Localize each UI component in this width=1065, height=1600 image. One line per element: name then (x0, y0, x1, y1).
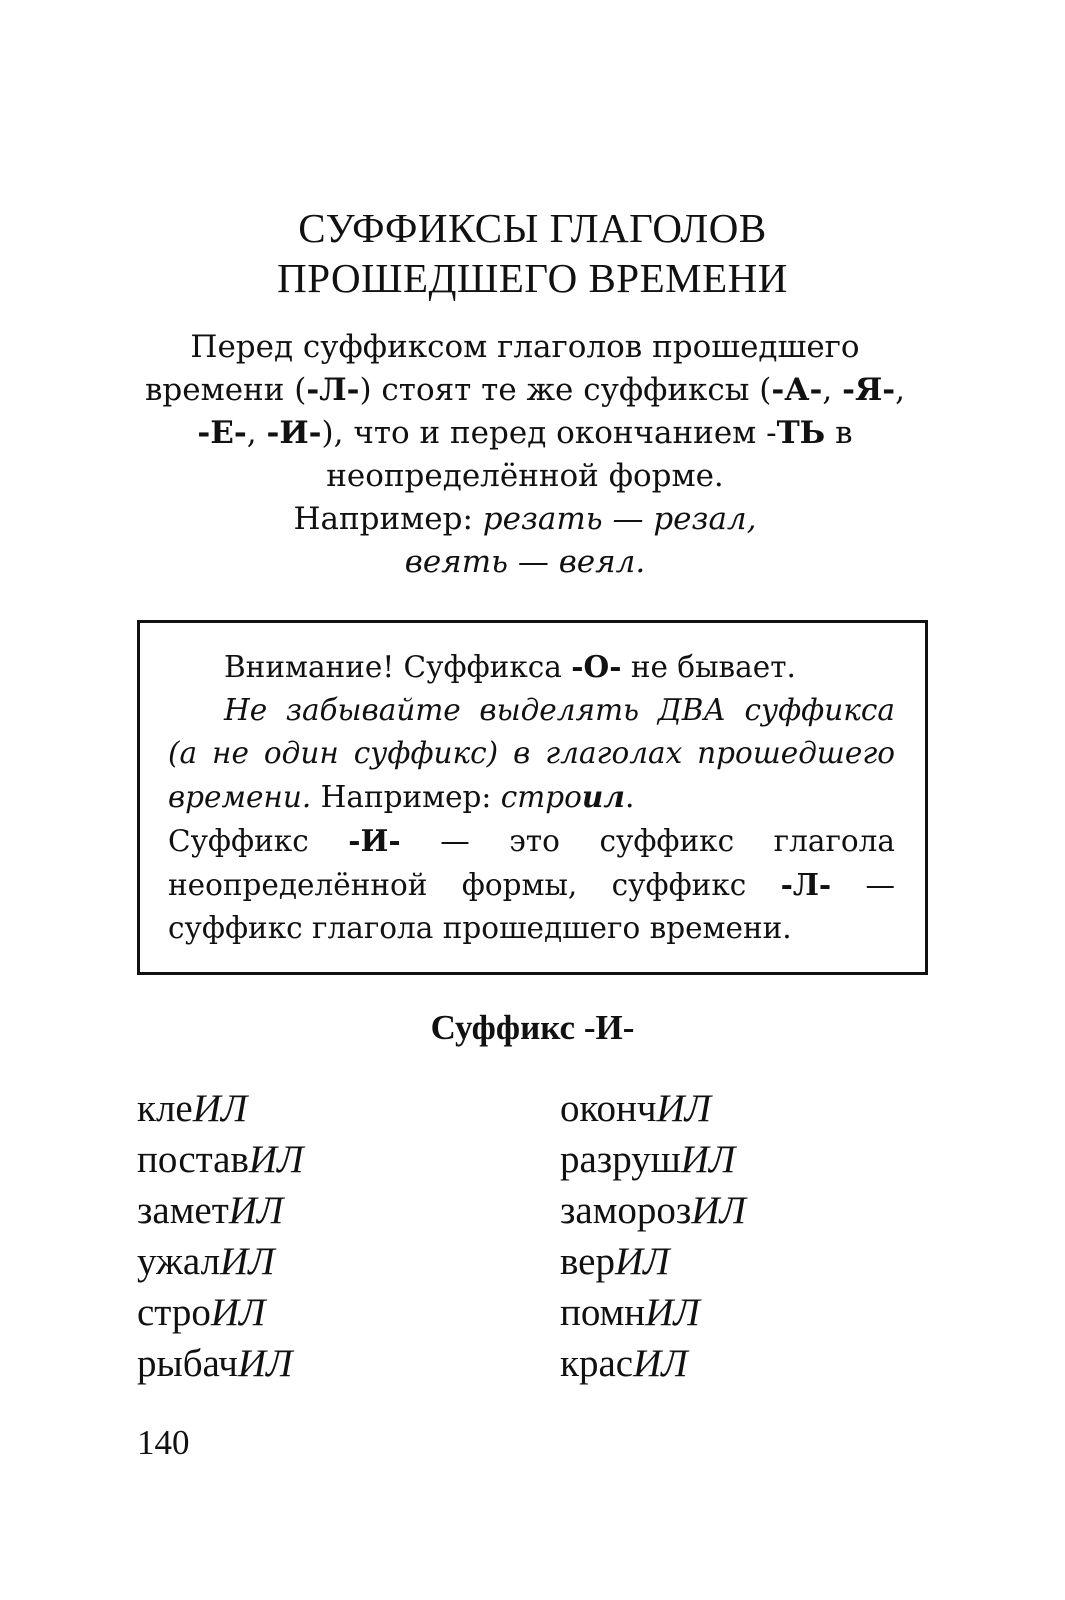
list-item: ужалИЛ (137, 1240, 275, 1283)
notice-explanation: Суффикс -И- — это суффикс глагола неопределённой формы, суффикс -Л- — суффикс глагола прошедшего времени. (168, 823, 896, 945)
intro-text: ) стоят те же суффиксы ( (359, 372, 772, 408)
suffix-i: -И- (348, 823, 401, 858)
intro-rule: Перед суффиксом глаголов прошедшего времени (-Л-) стоят те же суффиксы (-А-, -Я-, -Е-, -И-), что и перед окончанием -ТЬ в неопределённой форме. (144, 329, 906, 494)
intro-example-2 (120, 541, 930, 584)
list-item: клеИЛ (137, 1087, 248, 1130)
intro-text: ), что и перед окончанием - (321, 415, 777, 451)
intro-example (120, 498, 930, 541)
example-word-suffix: ил (581, 779, 625, 814)
list-item: поставИЛ (137, 1138, 304, 1181)
suffix-l: -Л- (780, 867, 832, 902)
suffix-ya: -Я- (842, 372, 896, 408)
suffix-e: -Е- (197, 415, 247, 451)
suffix-l: -Л- (306, 372, 360, 408)
section-heading: Суффикс -И- (430, 1008, 635, 1047)
list-item: строИЛ (137, 1291, 266, 1334)
title-line-1: СУФФИКСЫ ГЛАГОЛОВ (298, 205, 767, 251)
suffix-a: -А- (771, 372, 823, 408)
page-title (0, 203, 1065, 303)
intro-paragraph (120, 326, 930, 584)
page-number: 140 (137, 1423, 190, 1462)
example-word-stem: стро (500, 780, 582, 814)
word-list-left (137, 1083, 303, 1389)
list-item: окончИЛ (560, 1087, 712, 1130)
intro-text: в неопределённой форме. (326, 415, 853, 494)
suffix-o: -О- (571, 649, 622, 684)
example-label: Например: (293, 501, 483, 537)
word-list-right (560, 1083, 746, 1389)
advice-text: Не забывайте выделять ДВА суффикса (а не один суффикс) в глаголах прошедшего времени. (168, 693, 895, 814)
list-item: верИЛ (560, 1240, 670, 1283)
ending-t: ТЬ (776, 415, 826, 451)
list-item: помнИЛ (560, 1291, 700, 1334)
list-item: красИЛ (560, 1342, 688, 1385)
list-item: рыбачИЛ (137, 1342, 293, 1385)
suffix-i: -И- (266, 415, 322, 451)
title-line-2: ПРОШЕДШЕГО ВРЕМЕНИ (277, 255, 788, 301)
list-item: заморозИЛ (560, 1189, 746, 1232)
notice-warning: Внимание! Суффикса -О- не бывает. (224, 649, 796, 684)
intro-text: Перед суффиксом глаголов прошедшего времени ( (144, 329, 860, 408)
list-item: заметИЛ (137, 1189, 284, 1232)
example-2: веять — веял. (404, 544, 646, 580)
list-item: разрушИЛ (560, 1138, 736, 1181)
example-1: резать — резал, (482, 501, 757, 537)
notice-box (137, 620, 928, 975)
notice-advice: Не забывайте выделять ДВА суффикса (а не один суффикс) в глаголах прошедшего времени. Например: строил. (168, 693, 895, 814)
